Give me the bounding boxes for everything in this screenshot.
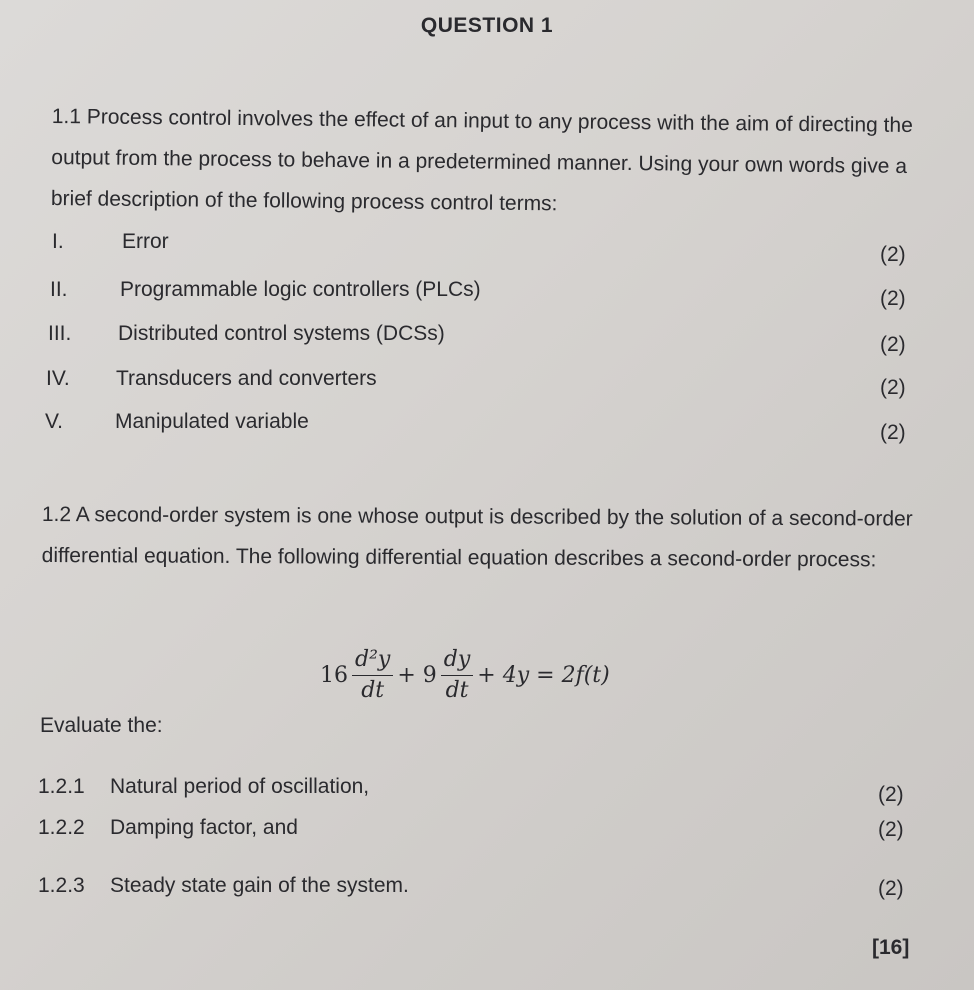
subquestion-text: Natural period of oscillation, (110, 775, 370, 798)
term-mark: (2) (880, 333, 906, 356)
subquestion-1-2-3 (38, 874, 409, 898)
evaluate-label: Evaluate the: (40, 714, 163, 737)
subquestion-number: 1.2.3 (38, 874, 85, 897)
subquestion-text: Steady state gain of the system. (110, 874, 409, 897)
term-item-error (52, 230, 169, 254)
term-number: II. (50, 278, 68, 301)
subquestion-number: 1.2.1 (38, 775, 85, 798)
subquestion-mark: (2) (878, 877, 904, 900)
term-text: Manipulated variable (115, 410, 309, 433)
subquestion-text: Damping factor, and (110, 816, 298, 839)
equation-coefficient: 16 (320, 662, 348, 688)
term-text: Distributed control systems (DCSs) (118, 322, 445, 345)
second-derivative-fraction (352, 646, 393, 705)
term-text: Error (122, 230, 169, 253)
term-mark: (2) (880, 287, 906, 310)
term-number: V. (45, 410, 63, 433)
subquestion-number: 1.2.2 (38, 816, 85, 839)
fraction-numerator: d²y (352, 646, 393, 676)
term-mark: (2) (880, 421, 906, 444)
fraction-denominator: dt (361, 677, 385, 703)
equation-term: + 9 (397, 662, 437, 688)
term-item-manipulated (45, 410, 309, 434)
question-1-2-intro: 1.2 A second-order system is one whose output is described by the solution of a second-order differential equation. The following differential equation describes a second-order process: (41, 502, 913, 572)
question-title: QUESTION 1 (420, 14, 554, 37)
first-derivative-fraction (441, 646, 474, 705)
term-item-dcss (48, 322, 445, 346)
equation-remainder: + 4y = 2f(t) (477, 662, 610, 688)
term-mark: (2) (880, 243, 906, 266)
subquestion-1-2-1 (38, 775, 369, 799)
subquestion-mark: (2) (878, 818, 904, 841)
total-marks: [16] (872, 936, 910, 959)
question-1-1-intro: 1.1 Process control involves the effect of an input to any process with the aim of directing the output from the process to behave in a predetermined manner. Using your own words give a brief description of the following process control terms: (50, 104, 913, 216)
subquestion-1-2-2 (38, 816, 298, 840)
fraction-numerator: dy (441, 646, 474, 676)
term-number: IV. (46, 367, 70, 390)
term-text: Programmable logic controllers (PLCs) (120, 278, 481, 301)
subquestion-mark: (2) (878, 783, 904, 806)
term-item-plcs (50, 278, 481, 302)
term-item-transducers (46, 367, 377, 391)
term-number: I. (52, 230, 64, 253)
term-text: Transducers and converters (116, 367, 377, 390)
fraction-denominator: dt (445, 677, 469, 703)
term-number: III. (48, 322, 72, 345)
differential-equation (318, 640, 612, 710)
term-mark: (2) (880, 376, 906, 399)
